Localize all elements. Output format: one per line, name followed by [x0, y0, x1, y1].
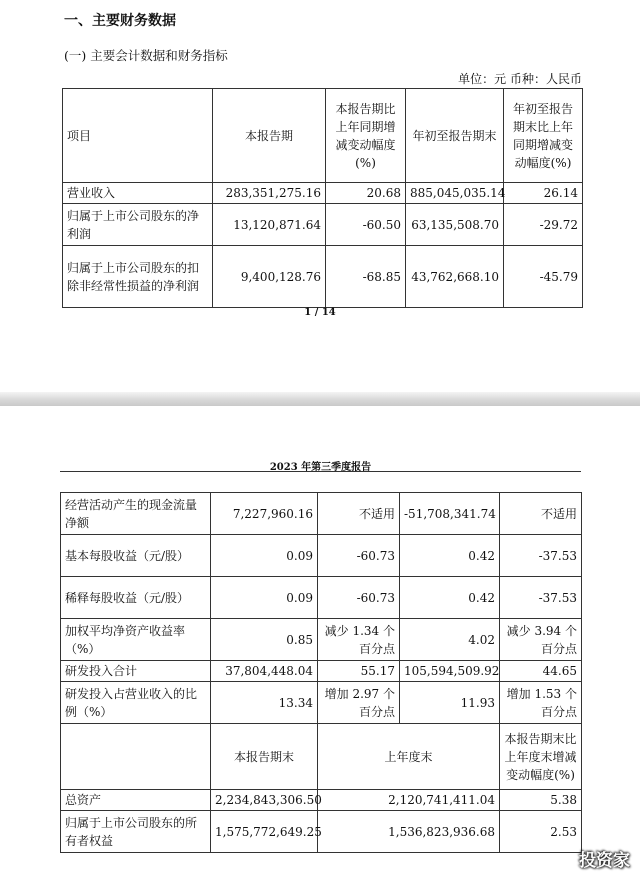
- row-ytd-change: 26.14: [504, 183, 583, 204]
- row-current: 7,227,960.16: [211, 493, 318, 535]
- watermark-logo: 投资家: [579, 851, 630, 871]
- row-ytd: 0.42: [400, 577, 500, 619]
- row-ytd-change: -45.79: [504, 246, 583, 308]
- balance-header-blank: [61, 724, 211, 790]
- row-ytd: 43,762,668.10: [406, 246, 504, 308]
- table-row: [61, 790, 582, 811]
- row-ytd-change: 44.65: [500, 661, 582, 682]
- row-item: 加权平均净资产收益率（%）: [61, 619, 211, 661]
- running-header: 2023 年第三季度报告: [269, 462, 372, 473]
- row-item: 营业收入: [63, 183, 213, 204]
- row-change: -60.73: [318, 535, 400, 577]
- page-separator: [0, 392, 640, 406]
- table-row: [61, 619, 582, 661]
- row-ytd: 0.42: [400, 535, 500, 577]
- row-current: 13.34: [211, 682, 318, 724]
- row-ytd: 105,594,509.92: [400, 661, 500, 682]
- header-yoy-change: 本报告期比上年同期增减变动幅度(%): [326, 89, 406, 183]
- table-row: [63, 183, 583, 204]
- header-period-end-change: 本报告期末比上年度末增减变动幅度(%): [500, 724, 582, 790]
- row-period-end: 1,575,772,649.25: [211, 811, 318, 853]
- running-header-rule: [60, 471, 581, 472]
- table-row: [61, 577, 582, 619]
- row-change: 20.68: [326, 183, 406, 204]
- section-title: 一、主要财务数据: [64, 13, 176, 29]
- table-header-row: [63, 89, 583, 183]
- row-item: 经营活动产生的现金流量净额: [61, 493, 211, 535]
- table-row: [61, 811, 582, 853]
- row-change: 5.38: [500, 790, 582, 811]
- row-change: 减少 1.34 个百分点: [318, 619, 400, 661]
- row-item: 基本每股收益（元/股）: [61, 535, 211, 577]
- row-item: 总资产: [61, 790, 211, 811]
- row-change: -68.85: [326, 246, 406, 308]
- row-current: 0.09: [211, 535, 318, 577]
- table-row: [63, 246, 583, 308]
- row-change: 2.53: [500, 811, 582, 853]
- report-page-1: [0, 0, 640, 392]
- row-current: 13,120,871.64: [213, 204, 326, 246]
- row-last-year-end: 2,120,741,411.04: [318, 790, 500, 811]
- row-current: 0.09: [211, 577, 318, 619]
- row-ytd-change: 不适用: [500, 493, 582, 535]
- subsection-title: (一) 主要会计数据和财务指标: [64, 48, 228, 63]
- row-item: 归属于上市公司股东的所有者权益: [61, 811, 211, 853]
- table-row: [63, 204, 583, 246]
- row-ytd-change: 增加 1.53 个百分点: [500, 682, 582, 724]
- table-row: [61, 661, 582, 682]
- row-ytd: -51,708,341.74: [400, 493, 500, 535]
- row-current: 0.85: [211, 619, 318, 661]
- table-row: [61, 535, 582, 577]
- row-current: 283,351,275.16: [213, 183, 326, 204]
- header-period-end: 本报告期末: [211, 724, 318, 790]
- unit-line: 单位：元 币种：人民币: [458, 72, 582, 86]
- header-ytd: 年初至报告期末: [406, 89, 504, 183]
- report-page-2: [0, 406, 640, 879]
- row-change: 增加 2.97 个百分点: [318, 682, 400, 724]
- header-last-year-end: 上年度末: [318, 724, 500, 790]
- row-ytd: 4.02: [400, 619, 500, 661]
- table-row: [61, 682, 582, 724]
- header-current-period: 本报告期: [213, 89, 326, 183]
- header-ytd-yoy-change: 年初至报告期末比上年同期增减变动幅度(%): [504, 89, 583, 183]
- row-period-end: 2,234,843,306.50: [211, 790, 318, 811]
- row-ytd-change: -37.53: [500, 535, 582, 577]
- row-ytd-change: -29.72: [504, 204, 583, 246]
- row-item: 研发投入合计: [61, 661, 211, 682]
- balance-header-row: [61, 724, 582, 790]
- row-item: 归属于上市公司股东的净利润: [63, 204, 213, 246]
- row-ytd: 11.93: [400, 682, 500, 724]
- row-ytd: 885,045,035.14: [406, 183, 504, 204]
- row-last-year-end: 1,536,823,936.68: [318, 811, 500, 853]
- row-ytd-change: 减少 3.94 个百分点: [500, 619, 582, 661]
- row-change: 55.17: [318, 661, 400, 682]
- row-current: 9,400,128.76: [213, 246, 326, 308]
- row-current: 37,804,448.04: [211, 661, 318, 682]
- header-item: 项目: [63, 89, 213, 183]
- row-item: 归属于上市公司股东的扣除非经常性损益的净利润: [63, 246, 213, 308]
- row-ytd: 63,135,508.70: [406, 204, 504, 246]
- row-change: 不适用: [318, 493, 400, 535]
- page-number: 1 / 14: [304, 307, 336, 318]
- table-row: [61, 493, 582, 535]
- row-change: -60.73: [318, 577, 400, 619]
- financial-data-table: [62, 88, 583, 308]
- row-item: 稀释每股收益（元/股）: [61, 577, 211, 619]
- row-item: 研发投入占营业收入的比例（%）: [61, 682, 211, 724]
- financial-data-table-continued: [60, 492, 582, 853]
- row-change: -60.50: [326, 204, 406, 246]
- row-ytd-change: -37.53: [500, 577, 582, 619]
